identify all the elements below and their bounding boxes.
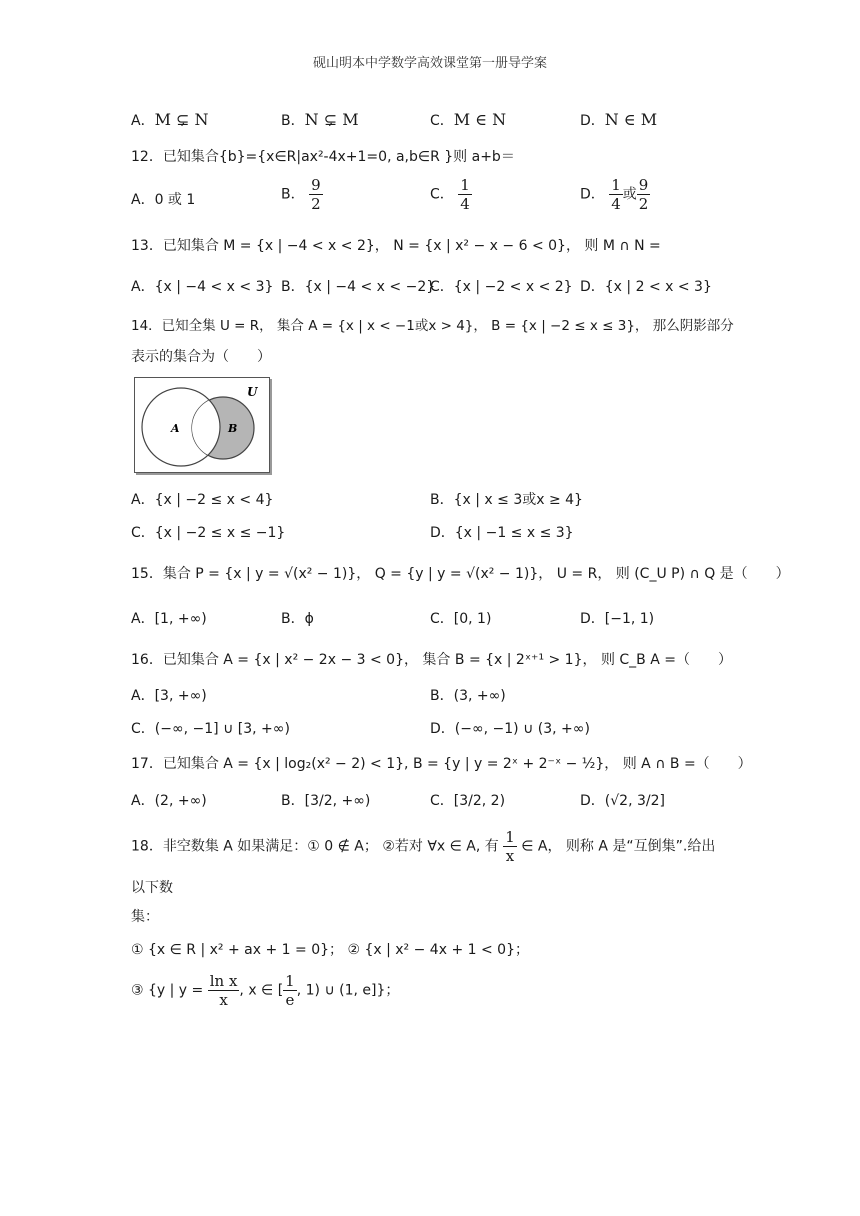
numerator: 1 xyxy=(285,972,295,990)
q15-option-b: B．ϕ xyxy=(281,611,314,627)
q13-option-b: B．{x | −4 < x < −2} xyxy=(281,279,436,295)
q14-stem-line1: 14．已知全集 U = R， 集合 A = {x | x < −1或x > 4}， B = {x | −2 ≤ x ≤ 3}， 那么阴影部分 xyxy=(131,318,734,334)
option-d-label: D． xyxy=(580,113,605,129)
q16-option-c: C．(−∞, −1] ∪ [3, +∞) xyxy=(131,721,290,737)
q13-stem: 13．已知集合 M = {x | −4 < x < 2}， N = {x | x² − x − 6 < 0}， 则 M ∩ N = xyxy=(131,238,661,254)
q14-option-d: D．{x | −1 ≤ x ≤ 3} xyxy=(430,525,574,541)
option-c-label: C． xyxy=(430,113,454,129)
option-a-math: M ⊊ N xyxy=(154,110,209,129)
item3-part2: , x ∈ [ xyxy=(239,982,284,999)
q12-option-b xyxy=(281,176,323,213)
q17-option-d: D．(√2, 3/2] xyxy=(580,793,665,809)
q16-option-a: A．[3, +∞) xyxy=(131,688,207,704)
q18-line3: 集： xyxy=(131,909,159,925)
q14-option-c: C．{x | −2 ≤ x ≤ −1} xyxy=(131,525,286,541)
q11-options xyxy=(131,110,209,130)
q17-option-b: B．[3/2, +∞) xyxy=(281,793,371,809)
denominator: 2 xyxy=(311,195,321,213)
q12-option-d xyxy=(580,176,650,213)
q11-option-b xyxy=(281,110,359,130)
fraction xyxy=(283,972,297,1009)
numerator: 9 xyxy=(638,176,649,194)
q17-stem: 17．已知集合 A = {x | log₂(x² − 2) < 1}, B = {y | y = 2ˣ + 2⁻ˣ − ½}， 则 A ∩ B =（ ） xyxy=(131,756,752,772)
q18-item-3 xyxy=(131,972,399,1009)
q15-option-a: A．[1, +∞) xyxy=(131,611,207,627)
q15-stem: 15．集合 P = {x | y = √(x² − 1)}， Q = {y | y = √(x² − 1)}， U = R， 则 (C_U P) ∩ Q 是（ ） xyxy=(131,566,790,582)
fraction xyxy=(503,828,517,865)
denominator: 4 xyxy=(460,195,470,213)
q16-stem: 16．已知集合 A = {x | x² − 2x − 3 < 0}， 集合 B = {x | 2ˣ⁺¹ > 1}， 则 C_B A =（ ） xyxy=(131,652,732,668)
set-b-label: B xyxy=(228,422,238,435)
denominator: x xyxy=(219,991,228,1009)
q17-option-c: C．[3/2, 2) xyxy=(430,793,506,809)
numerator: 1 xyxy=(611,176,621,194)
q18-stem xyxy=(131,828,715,865)
numerator: 1 xyxy=(505,828,515,846)
numerator: 1 xyxy=(460,176,470,194)
q11-option-d xyxy=(580,110,657,130)
option-b-label: B． xyxy=(281,186,305,203)
q14-option-a: A．{x | −2 ≤ x < 4} xyxy=(131,492,274,508)
stem-part2: ∈ A， 则称 A 是“互倒集”.给出 xyxy=(521,838,716,855)
q13-option-a: A．{x | −4 < x < 3} xyxy=(131,279,274,295)
fraction xyxy=(309,176,323,213)
denominator: 4 xyxy=(611,195,621,213)
option-b-label: B． xyxy=(281,113,305,129)
venn-svg xyxy=(135,378,269,472)
q12-stem: 12．已知集合{b}={x∈R|ax²-4x+1=0, a,b∈R }则 a+b＝ xyxy=(131,149,515,165)
or-text: 或 xyxy=(622,186,637,203)
option-d-label: D． xyxy=(580,186,605,203)
option-c-label: C． xyxy=(430,186,454,203)
venn-diagram xyxy=(134,377,270,473)
fraction xyxy=(458,176,472,213)
item3-part3: , 1) ∪ (1, e]}； xyxy=(296,982,400,999)
denominator: 2 xyxy=(638,195,649,213)
denominator: x xyxy=(505,847,515,865)
fraction xyxy=(637,176,651,213)
fraction xyxy=(609,176,623,213)
denominator: e xyxy=(285,991,295,1009)
page-header: 砚山明本中学数学高效课堂第一册导学案 xyxy=(312,56,547,71)
q18-line2: 以下数 xyxy=(131,880,173,896)
q18-items-1-2: ① {x ∈ R | x² + ax + 1 = 0}； ② {x | x² − 4x + 1 < 0}； xyxy=(131,942,529,958)
numerator: ln x xyxy=(209,972,238,990)
q17-option-a: A．(2, +∞) xyxy=(131,793,207,809)
q15-option-c: C．[0, 1) xyxy=(430,611,492,627)
universal-set-label: U xyxy=(247,385,258,399)
q15-option-d: D．[−1, 1) xyxy=(580,611,655,627)
item3-part1: ③ {y | y = xyxy=(131,982,204,999)
q12-option-a: A．0 或 1 xyxy=(131,192,196,208)
q16-option-d: D．(−∞, −1) ∪ (3, +∞) xyxy=(430,721,590,737)
option-b-math: N ⊊ M xyxy=(304,110,359,129)
stem-part1: 18．非空数集 A 如果满足：① 0 ∉ A； ②若对 ∀x ∈ A, 有 xyxy=(131,838,499,855)
option-d-math: N ∈ M xyxy=(604,110,658,129)
q14-stem-line2: 表示的集合为（ ） xyxy=(131,349,271,365)
q13-option-c: C．{x | −2 < x < 2} xyxy=(430,279,573,295)
numerator: 9 xyxy=(311,176,321,194)
set-a-label: A xyxy=(171,422,180,435)
q13-option-d: D．{x | 2 < x < 3} xyxy=(580,279,712,295)
q12-option-c xyxy=(430,176,472,213)
option-c-math: M ∈ N xyxy=(453,110,507,129)
option-a-label: A． xyxy=(131,113,155,129)
fraction xyxy=(208,972,240,1009)
q11-option-c xyxy=(430,110,506,130)
q14-option-b: B．{x | x ≤ 3或x ≥ 4} xyxy=(430,492,583,508)
q16-option-b: B．(3, +∞) xyxy=(430,688,506,704)
